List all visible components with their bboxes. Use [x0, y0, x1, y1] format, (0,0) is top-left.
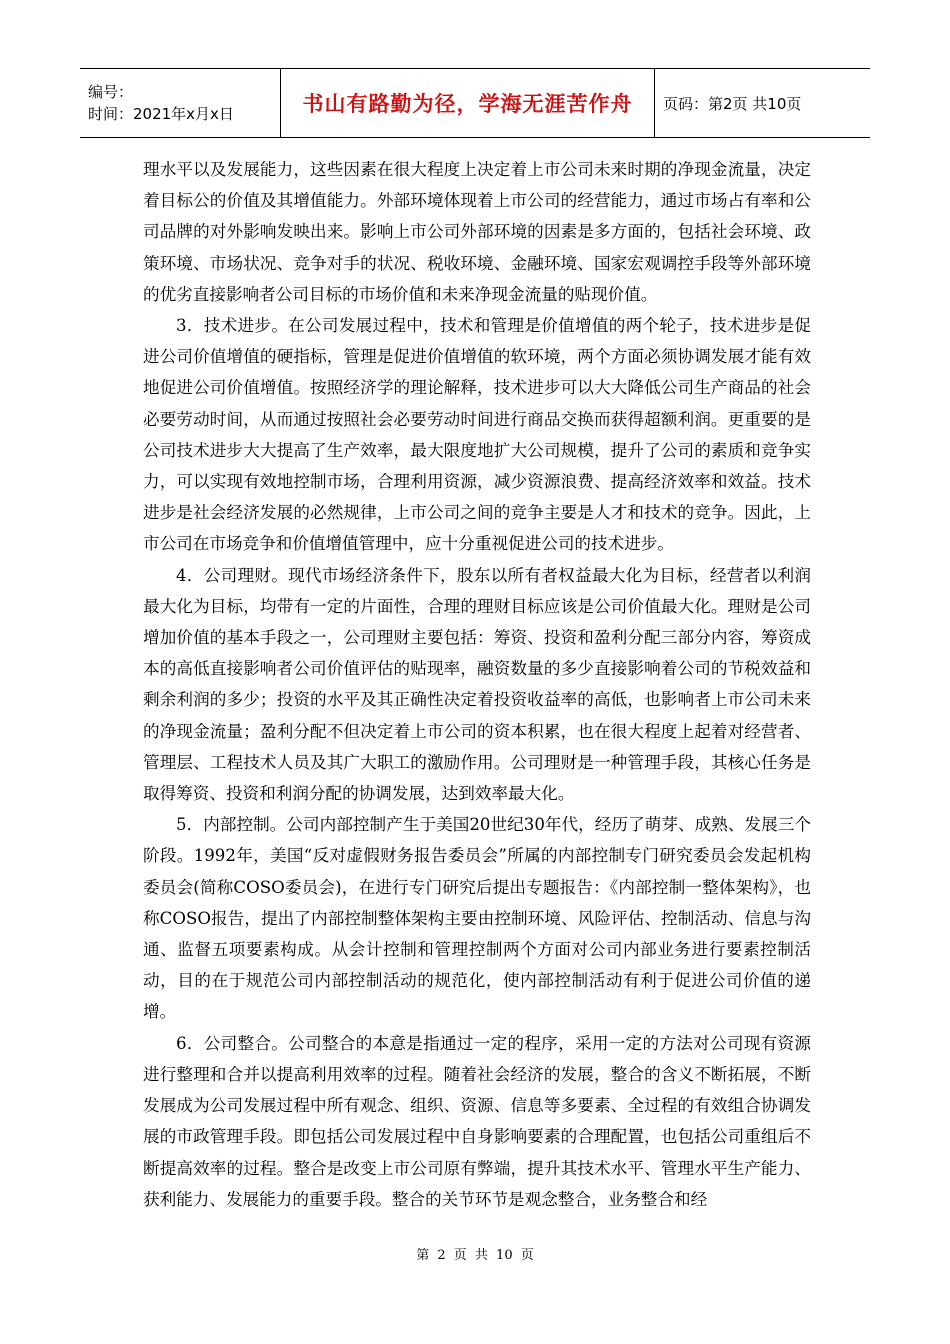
header-page-code: 页码：第2页 共10页 [663, 94, 802, 113]
header-motto: 书山有路勤为径，学海无涯苦作舟 [302, 92, 633, 116]
document-date: 时间：2021年x月x日 [88, 105, 234, 123]
paragraph-technology-progress: 3．技术进步。在公司发展过程中，技术和管理是价值增值的两个轮子，技术进步是促进公司价值增值的硬指标，管理是促进价值增值的软环境，两个方面必须协调发展才能有效地促进公司价值增值。按照经济学的理论解释，技术进步可以大大降低公司生产商品的社会必要劳动时间，从而通过按照社会必要劳动时间进行商品交换而获得超额利润。更重要的是公司技术进步大大提高了生产效率，最大限度地扩大公司规模，提升了公司的素质和竞争实力，可以实现有效地控制市场，合理利用资源，减少资源浪费、提高经济效率和效益。技术进步是社会经济发展的必然规律，上市公司之间的竞争主要是人才和技术的竞争。因此，上市公司在市场竞争和价值增值管理中，应十分重视促进公司的技术进步。 [143, 316, 811, 554]
page-header [80, 68, 870, 138]
document-number-label: 编号： [88, 83, 134, 101]
header-page-cell [655, 69, 870, 137]
document-body [143, 154, 811, 1215]
paragraph-internal-control: 5．内部控制。公司内部控制产生于美国20世纪30年代，经历了萌芽、成熟、发展三个阶段。1992年，美国“反对虚假财务报告委员会”所属的内部控制专门研究委员会发起机构委员会(简称COSO委员会)，在进行专门研究后提出专题报告：《内部控制一整体架构》，也称COSO报告，提出了内部控制整体架构主要由控制环境、风险评估、控制活动、信息与沟通、监督五项要素构成。从会计控制和管理控制两个方面对公司内部业务进行要素控制活动，目的在于规范公司内部控制活动的规范化，使内部控制活动有利于促进公司价值的递增。 [143, 815, 811, 1022]
header-motto-cell [280, 69, 655, 137]
header-meta [80, 69, 280, 137]
paragraph-continuation: 理水平以及发展能力，这些因素在很大程度上决定着上市公司未来时期的净现金流量，决定着目标公的价值及其增值能力。外部环境体现着上市公司的经营能力，通过市场占有率和公司品牌的对外影响发映出来。影响上市公司外部环境的因素是多方面的，包括社会环境、政策环境、市场状况、竞争对手的状况、税收环境、金融环境、国家宏观调控手段等外部环境的优劣直接影响者公司目标的市场价值和未来净现金流量的贴现价值。 [143, 160, 811, 304]
page-footer: 第 2 页 共 10 页 [416, 1248, 534, 1263]
paragraph-corporate-finance: 4．公司理财。现代市场经济条件下，股东以所有者权益最大化为目标，经营者以利润最大化为目标，均带有一定的片面性，合理的理财目标应该是公司价值最大化。理财是公司增加价值的基本手段之一，公司理财主要包括：筹资、投资和盈利分配三部分内容，筹资成本的高低直接影响者公司价值评估的贴现率，融资数量的多少直接影响着公司的节税效益和剩余利润的多少；投资的水平及其正确性决定着投资收益率的高低，也影响者上市公司未来的净现金流量；盈利分配不但决定着上市公司的资本积累，也在很大程度上起着对经营者、管理层、工程技术人员及其广大职工的激励作用。公司理财是一种管理手段，其核心任务是取得筹资、投资和利润分配的协调发展，达到效率最大化。 [143, 565, 811, 804]
paragraph-corporate-integration: 6．公司整合。公司整合的本意是指通过一定的程序，采用一定的方法对公司现有资源进行整理和合并以提高利用效率的过程。随着社会经济的发展，整合的含义不断拓展，不断发展成为公司发展过程中所有观念、组织、资源、信息等多要素、全过程的有效组合协调发展的市政管理手段。即包括公司发展过程中自身影响要素的合理配置，也包括公司重组后不断提高效率的过程。整合是改变上市公司原有弊端，提升其技术水平、管理水平生产能力、获利能力、发展能力的重要手段。整合的关节环节是观念整合，业务整合和经 [143, 1033, 811, 1209]
